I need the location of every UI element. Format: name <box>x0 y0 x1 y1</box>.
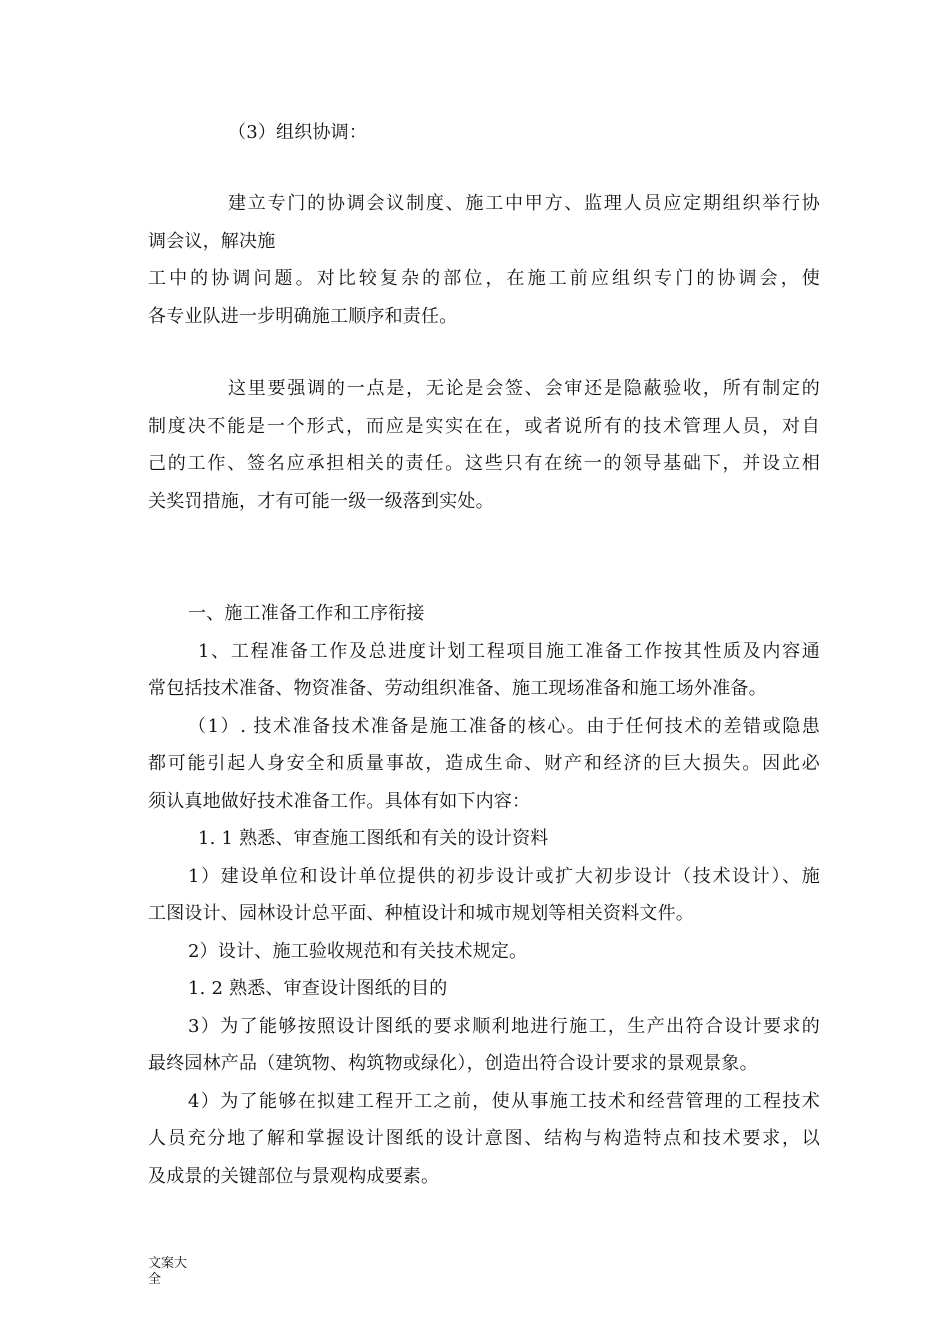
subheading: 1. 1 熟悉、审查施工图纸和有关的设计资料 <box>198 828 549 849</box>
section-heading: （3）组织协调： <box>228 122 368 143</box>
footer-line: 全 <box>148 1272 162 1287</box>
paragraph-line: 及成景的关键部位与景观构成要素。 <box>148 1166 440 1187</box>
chapter-heading: 一、施工准备工作和工序衔接 <box>188 603 425 624</box>
paragraph-line: 调会议，解决施 <box>148 231 276 252</box>
paragraph-line: 己的工作、签名应承担相关的责任。这些只有在统一的领导基础下，并设立相 <box>148 453 820 474</box>
paragraph-line: 各专业队进一步明确施工顺序和责任。 <box>148 306 458 327</box>
paragraph-line: 建立专门的协调会议制度、施工中甲方、监理人员应定期组织举行协 <box>228 193 820 214</box>
paragraph-line: 人员充分地了解和掌握设计图纸的设计意图、结构与构造特点和技术要求，以 <box>148 1128 820 1149</box>
paragraph-line: 3）为了能够按照设计图纸的要求顺利地进行施工，生产出符合设计要求的 <box>188 1016 820 1037</box>
paragraph-line: 1、工程准备工作及总进度计划工程项目施工准备工作按其性质及内容通 <box>198 641 820 662</box>
paragraph-line: 工图设计、园林设计总平面、种植设计和城市规划等相关资料文件。 <box>148 903 694 924</box>
page-footer <box>148 1256 208 1288</box>
paragraph-line: 须认真地做好技术准备工作。具体有如下内容： <box>148 791 531 812</box>
paragraph-line: 关奖罚措施，才有可能一级一级落到实处。 <box>148 491 494 512</box>
subheading: 1. 2 熟悉、审查设计图纸的目的 <box>188 978 448 999</box>
paragraph-line: 工中的协调问题。对比较复杂的部位，在施工前应组织专门的协调会，使 <box>148 268 820 289</box>
paragraph-line: （1）. 技术准备技术准备是施工准备的核心。由于任何技术的差错或隐患 <box>188 716 820 737</box>
paragraph-line: 4）为了能够在拟建工程开工之前，使从事施工技术和经营管理的工程技术 <box>188 1091 820 1112</box>
footer-line: 文案大 <box>148 1256 188 1271</box>
paragraph-line: 最终园林产品（建筑物、构筑物或绿化），创造出符合设计要求的景观景象。 <box>148 1053 758 1074</box>
paragraph-line: 制度决不能是一个形式，而应是实实在在，或者说所有的技术管理人员，对自 <box>148 416 820 437</box>
paragraph-line: 常包括技术准备、物资准备、劳动组织准备、施工现场准备和施工场外准备。 <box>148 678 767 699</box>
paragraph-line: 2）设计、施工验收规范和有关技术规定。 <box>188 941 528 962</box>
paragraph-line: 1）建设单位和设计单位提供的初步设计或扩大初步设计（技术设计）、施 <box>188 866 820 887</box>
paragraph-line: 这里要强调的一点是，无论是会签、会审还是隐蔽验收，所有制定的 <box>228 378 820 399</box>
paragraph-line: 都可能引起人身安全和质量事故，造成生命、财产和经济的巨大损失。因此必 <box>148 753 820 774</box>
